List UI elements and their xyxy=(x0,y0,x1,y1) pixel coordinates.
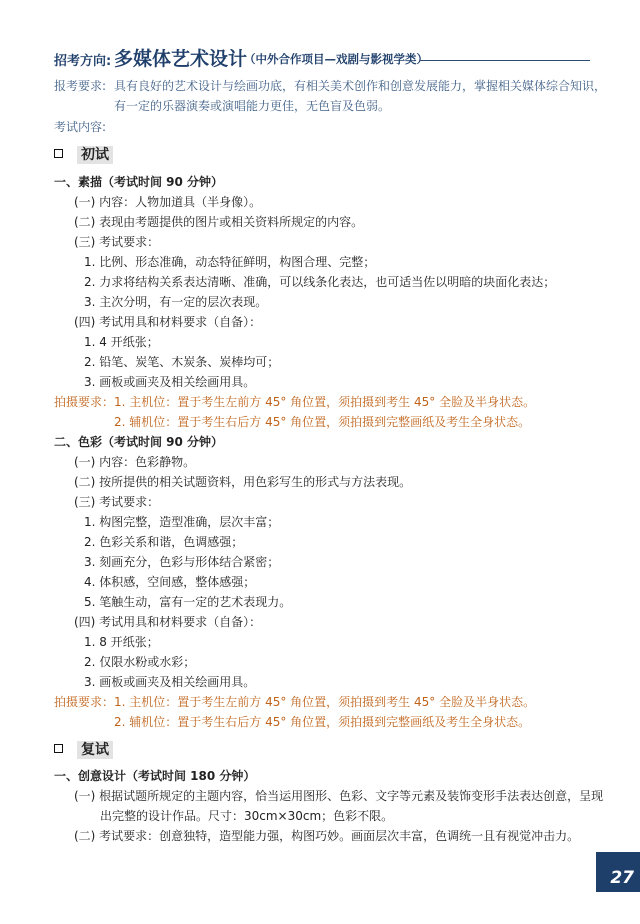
requirements-line-1: 具有良好的艺术设计与绘画功底，有相关美术创作和创意发展能力，掌握相关媒体综合知识， xyxy=(114,79,607,93)
major-title: 多媒体艺术设计 xyxy=(114,48,248,70)
page-number: 27 xyxy=(596,852,640,892)
design-line-2: (二) 考试要求：创意独特，造型能力强，构图巧妙。画面层次丰富，色调统一且有视觉冲击力。 xyxy=(74,829,580,843)
content-label: 考试内容: xyxy=(54,120,107,134)
sketch-line: 1. 4 开纸张； xyxy=(84,335,159,349)
sketch-photo-label: 拍摄要求： xyxy=(54,395,115,409)
color-line: 1. 构图完整，造型准确，层次丰富； xyxy=(84,515,280,529)
color-line: 5. 笔触生动，富有一定的艺术表现力。 xyxy=(84,595,292,609)
color-photo-label: 拍摄要求： xyxy=(54,695,115,709)
color-line: 2. 色彩关系和谐，色调感强； xyxy=(84,535,244,549)
color-line: 4. 体积感，空间感，整体感强； xyxy=(84,575,256,589)
sketch-line: 2. 铅笔、炭笔、木炭条、炭棒均可； xyxy=(84,355,280,369)
sketch-line: 3. 画板或画夹及相关绘画用具。 xyxy=(84,375,256,389)
requirements-label: 报考要求: xyxy=(54,79,107,93)
design-line-1: (一) 根据试题所规定的主题内容，恰当运用图形、色彩、文字等元素及装饰变形手法表达创意，呈现 xyxy=(74,789,604,803)
color-line: (一) 内容：色彩静物。 xyxy=(74,455,196,469)
color-photo-main: 1. 主机位：置于考生左前方 45° 角位置，须拍摄到考生 45° 全脸及半身状态。 xyxy=(114,695,536,709)
sketch-photo-main: 1. 主机位：置于考生左前方 45° 角位置，须拍摄到考生 45° 全脸及半身状态。 xyxy=(114,395,536,409)
retest-section-title xyxy=(54,738,113,761)
sketch-line: (二) 表现由考题提供的图片或相关资料所规定的内容。 xyxy=(74,215,364,229)
sketch-line: 2. 力求将结构关系表达清晰、准确，可以线条化表达，也可适当佐以明暗的块面化表达； xyxy=(84,275,556,289)
color-line: 1. 8 开纸张； xyxy=(84,635,159,649)
title-divider xyxy=(420,60,590,61)
requirements-line-2: 有一定的乐器演奏或演唱能力更佳，无色盲及色弱。 xyxy=(114,99,391,113)
color-line: (三) 考试要求： xyxy=(74,495,160,509)
sketch-line: (一) 内容：人物加道具（半身像）。 xyxy=(74,195,262,209)
prelim-title: 初试 xyxy=(77,146,113,164)
design-line-1b: 出完整的设计作品。尺寸：30cm×30cm；色彩不限。 xyxy=(100,809,394,823)
color-photo-aux: 2. 辅机位：置于考生右后方 45° 角位置，须拍摄到完整画纸及考生全身状态。 xyxy=(114,715,531,729)
sketch-heading: 一、素描（考试时间 90 分钟） xyxy=(54,175,224,189)
sketch-line: (四) 考试用具和材料要求（自备）： xyxy=(74,315,262,329)
prelim-section-title xyxy=(54,143,113,166)
design-heading: 一、创意设计（考试时间 180 分钟） xyxy=(54,769,256,783)
sketch-line: 1. 比例、形态准确，动态特征鲜明，构图合理、完整； xyxy=(84,255,376,269)
direction-label: 招考方向: xyxy=(54,54,112,69)
sketch-line: (三) 考试要求： xyxy=(74,235,160,249)
color-line: 3. 画板或画夹及相关绘画用具。 xyxy=(84,675,256,689)
sketch-photo-aux: 2. 辅机位：置于考生右后方 45° 角位置，须拍摄到完整画纸及考生全身状态。 xyxy=(114,415,531,429)
color-heading: 二、色彩（考试时间 90 分钟） xyxy=(54,435,224,449)
major-subtitle: （中外合作项目—戏剧与影视学类） xyxy=(244,52,428,66)
color-line: 2. 仅限水粉或水彩； xyxy=(84,655,196,669)
color-line: (四) 考试用具和材料要求（自备）： xyxy=(74,615,262,629)
sketch-line: 3. 主次分明，有一定的层次表现。 xyxy=(84,295,268,309)
color-line: 3. 刻画充分，色彩与形体结合紧密； xyxy=(84,555,280,569)
color-line: (二) 按所提供的相关试题资料，用色彩写生的形式与方法表现。 xyxy=(74,475,412,489)
checkbox-square-icon xyxy=(54,744,63,753)
retest-title: 复试 xyxy=(77,741,113,759)
checkbox-square-icon xyxy=(54,149,63,158)
